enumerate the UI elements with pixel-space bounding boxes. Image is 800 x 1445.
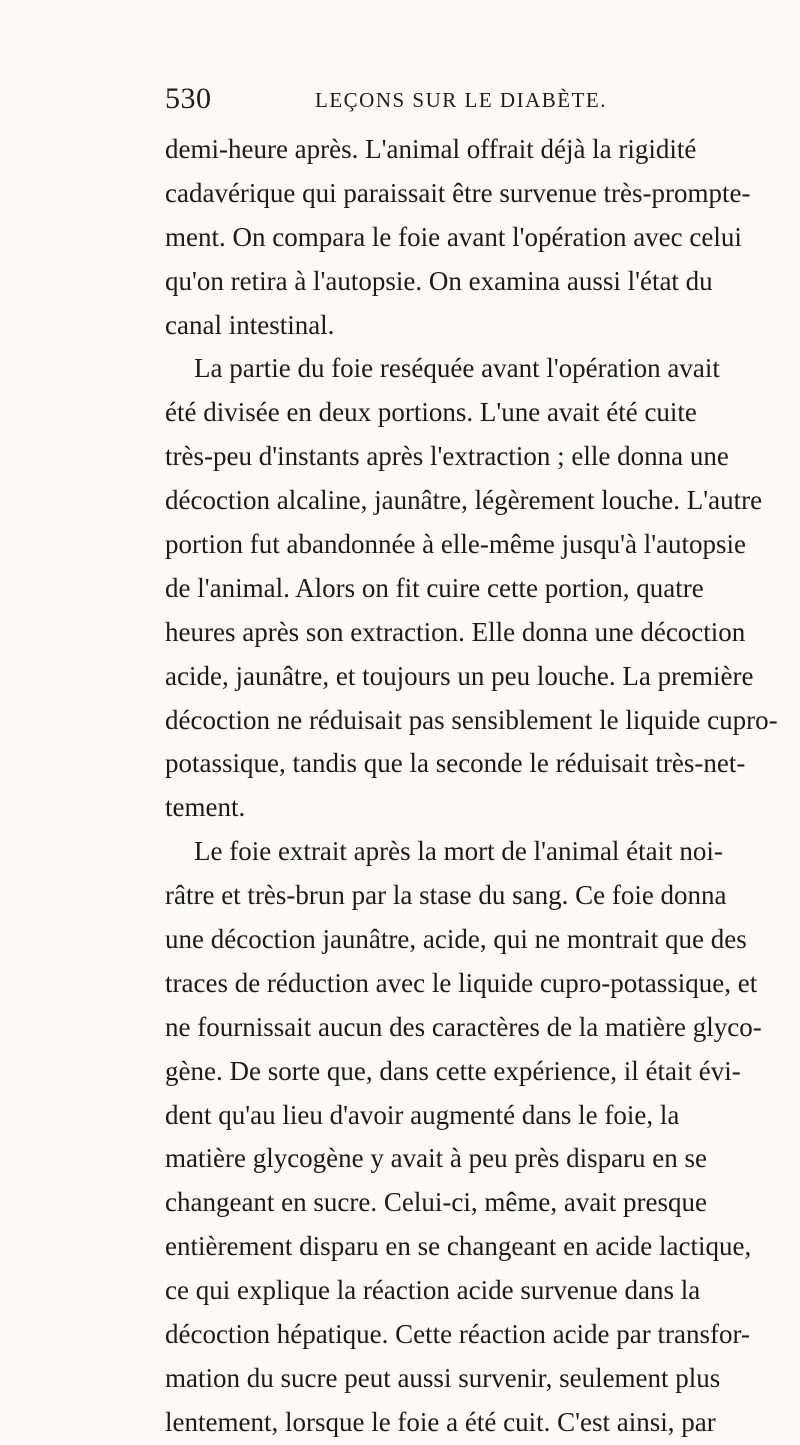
text-line: lentement, lorsque le foie a été cuit. C'est ainsi, par — [165, 1406, 716, 1437]
text-line: dent qu'au lieu d'avoir augmenté dans le foie, la — [165, 1099, 680, 1130]
text-line: décoction ne réduisait pas sensiblement le liquide cupro- — [165, 704, 778, 735]
text-line: ment. On compara le foie avant l'opération avec celui — [165, 221, 742, 252]
text-line: gène. De sorte que, dans cette expérience, il était évi- — [165, 1055, 741, 1086]
text-line: heures après son extraction. Elle donna une décoction — [165, 616, 746, 647]
text-line: acide, jaunâtre, et toujours un peu louche. La première — [165, 660, 754, 691]
text-line: demi-heure après. L'animal offrait déjà la rigidité — [165, 134, 697, 164]
text-line: été divisée en deux portions. L'une avait été cuite — [165, 397, 697, 428]
text-line: potassique, tandis que la seconde le réduisait très-net- — [165, 748, 746, 779]
text-line: râtre et très-brun par la stase du sang. Ce foie donna — [165, 880, 727, 911]
text-line: portion fut abandonnée à elle-même jusqu'à l'autopsie — [165, 529, 747, 560]
text-line: mation du sucre peut aussi survenir, seulement plus — [165, 1362, 721, 1393]
text-line: décoction hépatique. Cette réaction acide par transfor- — [165, 1319, 750, 1350]
text-line: La partie du foie reséquée avant l'opération avait — [194, 353, 720, 384]
text-line: traces de réduction avec le liquide cupro-potassique, et — [165, 967, 758, 998]
text-line: matière glycogène y avait à peu près disparu en se — [165, 1143, 708, 1174]
page-number: 530 — [165, 82, 212, 115]
text-line: Le foie extrait après la mort de l'animal était noi- — [194, 836, 723, 867]
text-line: cadavérique qui paraissait être survenue très-prompte- — [165, 177, 751, 208]
page-header — [165, 82, 635, 116]
text-line: canal intestinal. — [165, 309, 335, 340]
text-line: ne fournissait aucun des caractères de la matière glyco- — [165, 1011, 762, 1042]
text-line: changeant en sucre. Celui-ci, même, avait presque — [165, 1187, 708, 1218]
text-line: qu'on retira à l'autopsie. On examina aussi l'état du — [165, 265, 713, 296]
text-line: entièrement disparu en se changeant en acide lactique, — [165, 1231, 752, 1262]
running-head: LEÇONS SUR LE DIABÈTE. — [315, 88, 607, 112]
text-line: ce qui explique la réaction acide survenue dans la — [165, 1275, 701, 1306]
text-line: une décoction jaunâtre, acide, qui ne montrait que des — [165, 924, 747, 955]
body-text — [165, 128, 778, 1445]
text-line: tement. — [165, 792, 246, 823]
text-line: très-peu d'instants après l'extraction ; elle donna une — [165, 441, 729, 472]
text-line: décoction alcaline, jaunâtre, légèrement louche. L'autre — [165, 485, 763, 516]
text-line: de l'animal. Alors on fit cuire cette portion, quatre — [165, 572, 704, 603]
